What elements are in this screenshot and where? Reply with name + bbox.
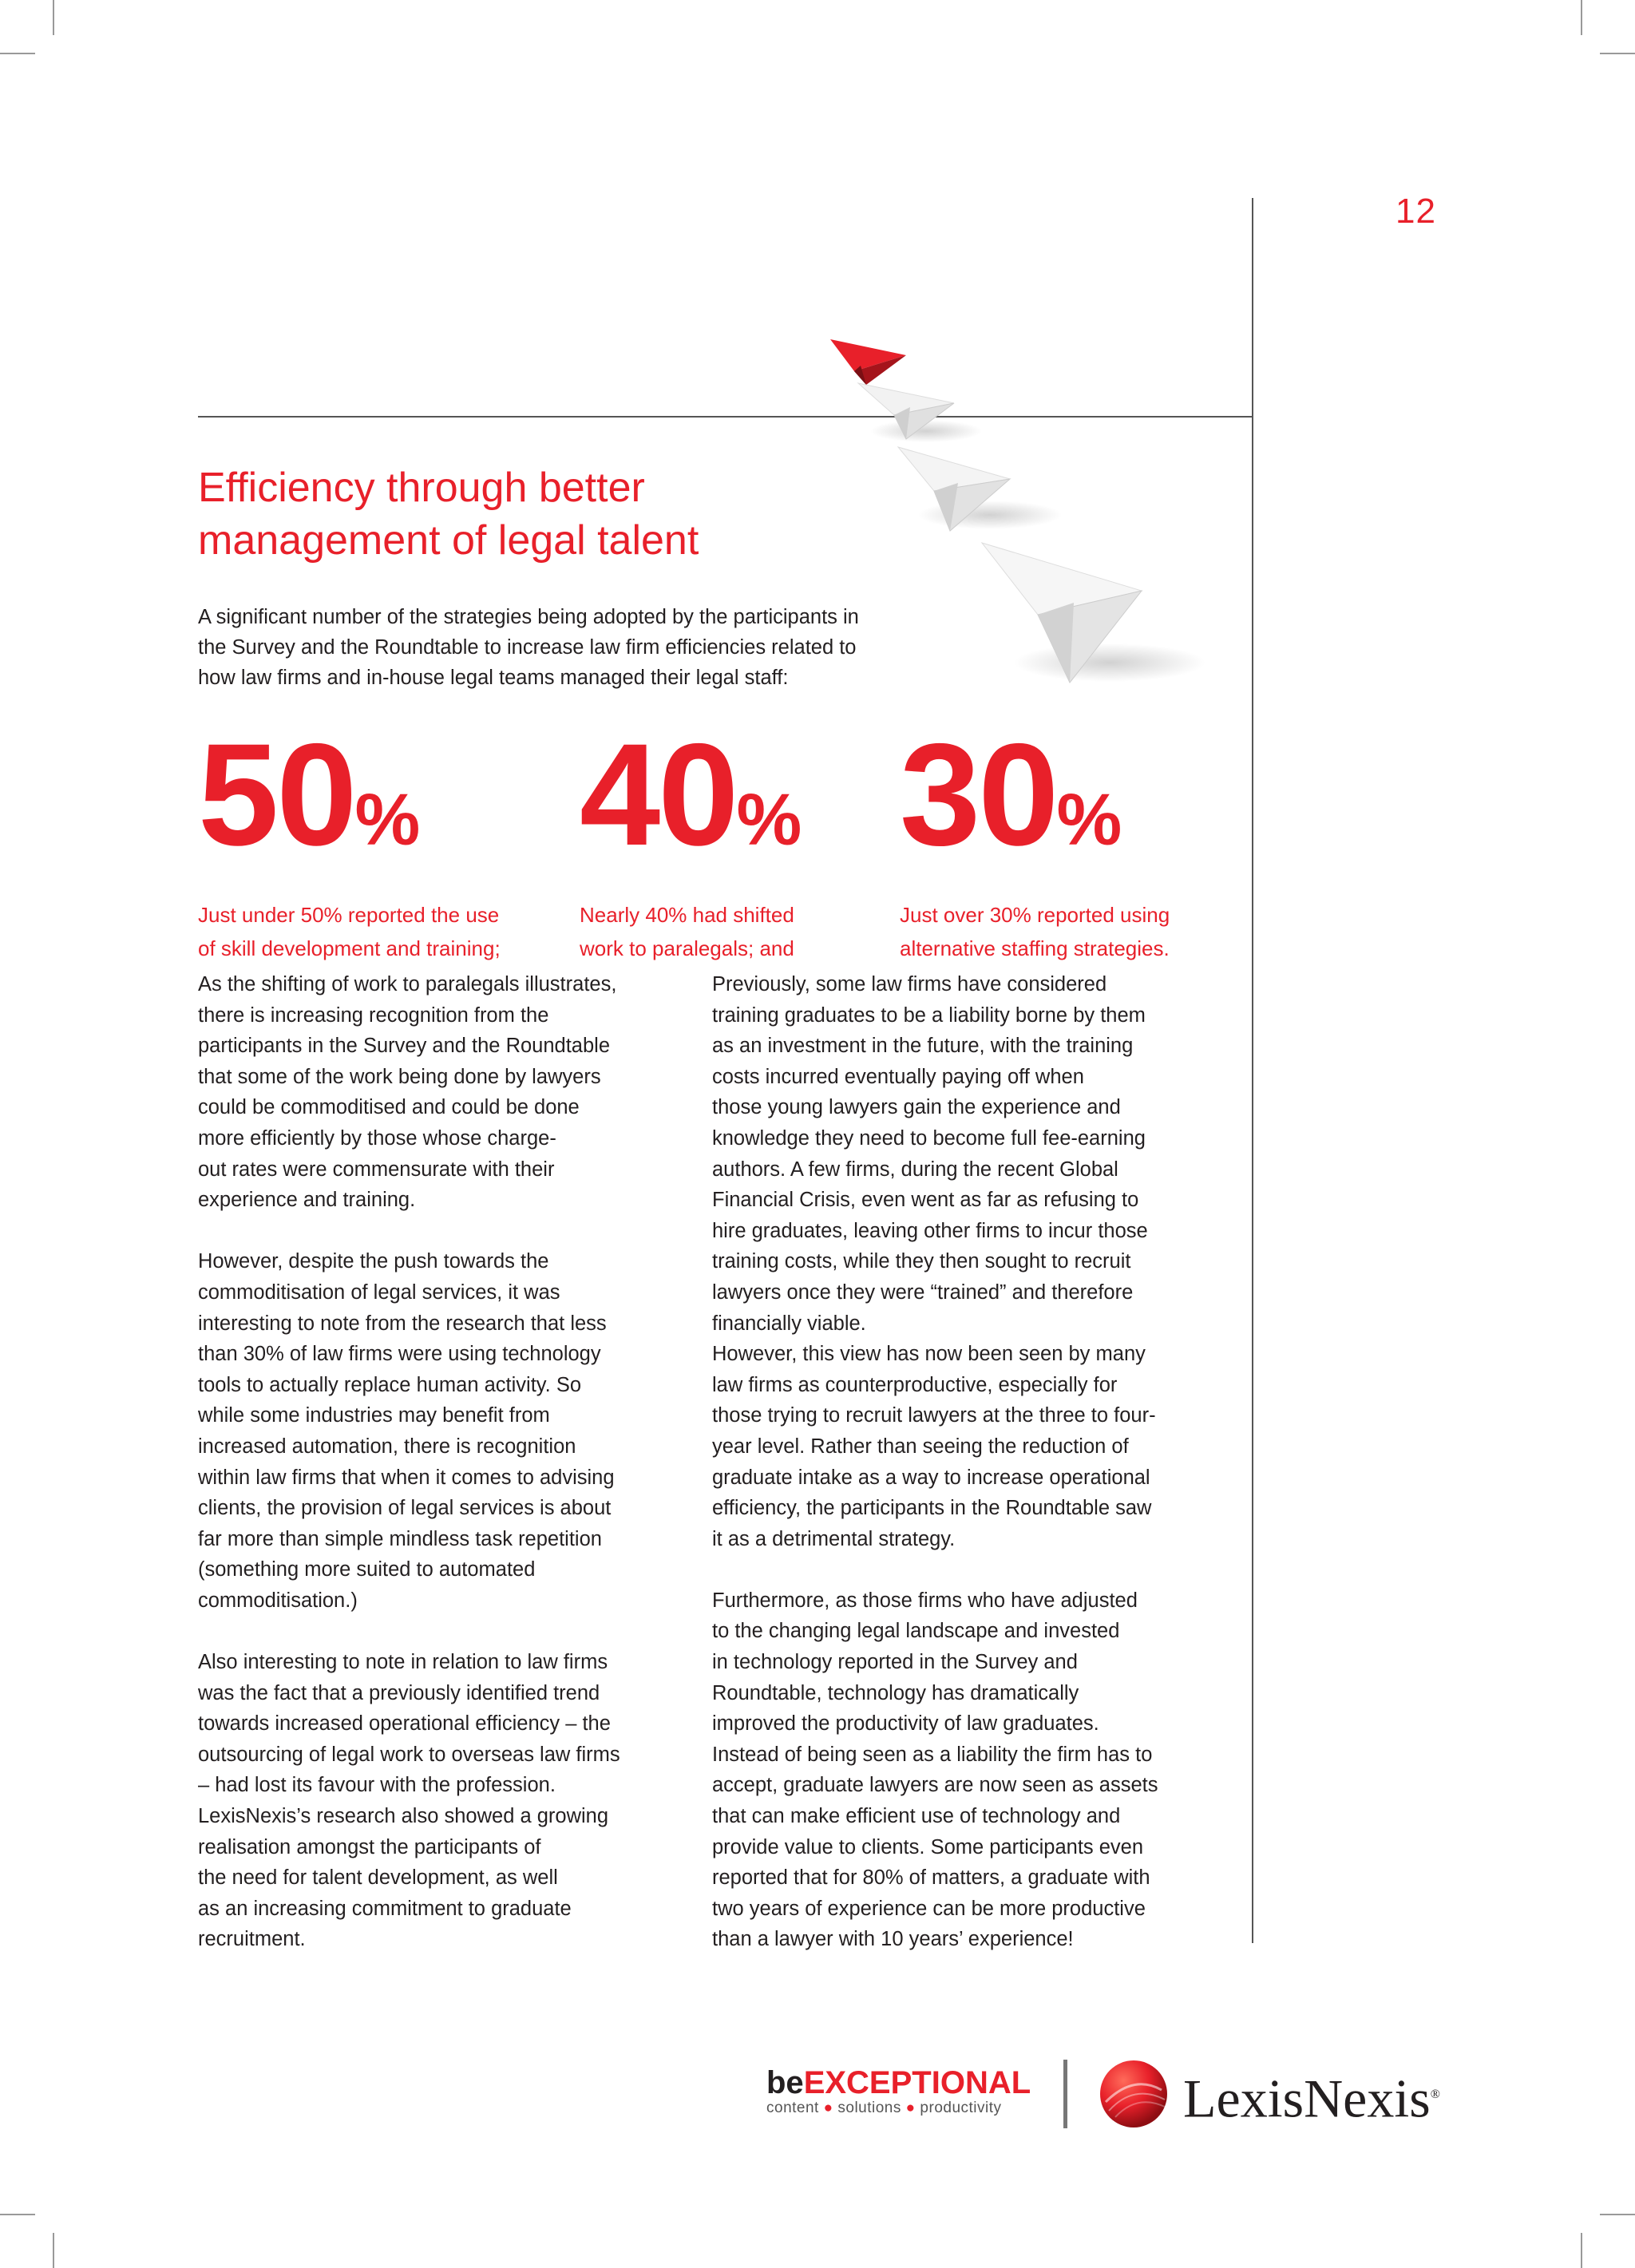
body-line: could be commoditised and could be done xyxy=(198,1096,580,1119)
body-line: participants in the Survey and the Roundtable xyxy=(198,1035,611,1058)
bullet-icon: ● xyxy=(823,2100,838,2116)
body-line: towards increased operational efficiency – the xyxy=(198,1712,611,1736)
crop-mark xyxy=(0,53,35,54)
body-line: outsourcing of legal work to overseas law firms xyxy=(198,1743,620,1766)
crop-mark xyxy=(1600,53,1635,54)
stat-block xyxy=(580,713,802,965)
body-line: graduate intake as a way to increase operational xyxy=(712,1466,1150,1489)
body-line: than 30% of law firms were using technology xyxy=(198,1343,601,1366)
body-line: in technology reported in the Survey and xyxy=(712,1651,1078,1674)
brand-name: LexisNexis xyxy=(1183,2068,1431,2129)
body-line: efficiency, the participants in the Roundtable saw xyxy=(712,1497,1152,1520)
body-line: two years of experience can be more productive xyxy=(712,1897,1146,1920)
body-line: those trying to recruit lawyers at the three to four- xyxy=(712,1404,1156,1427)
body-line: experience and training. xyxy=(198,1189,416,1212)
stat-value: 50 xyxy=(198,713,355,876)
body-line: the need for talent development, as well xyxy=(198,1866,558,1890)
body-line: law firms as counterproductive, especially for xyxy=(712,1373,1118,1396)
stat-block xyxy=(198,713,501,965)
body-line: to the changing legal landscape and invested xyxy=(712,1620,1120,1643)
intro-paragraph xyxy=(198,602,916,693)
intro-line: A significant number of the strategies being adopted by the participants in xyxy=(198,606,859,628)
body-line: (something more suited to automated xyxy=(198,1558,536,1581)
stat-caption-line: Just under 50% reported the use xyxy=(198,903,500,927)
body-line: as an increasing commitment to graduate xyxy=(198,1897,572,1920)
body-line: knowledge they need to become full fee-earning xyxy=(712,1126,1146,1150)
be-exceptional-logo xyxy=(766,2066,1031,2117)
body-line: was the fact that a previously identified trend xyxy=(198,1681,600,1704)
body-line: as an investment in the future, with the training xyxy=(712,1035,1134,1058)
body-line: that can make efficient use of technology and xyxy=(712,1805,1121,1828)
body-line: training costs, while they then sought to recruit xyxy=(712,1250,1131,1273)
body-paragraph xyxy=(198,969,677,1216)
body-line: costs incurred eventually paying off when xyxy=(712,1065,1084,1088)
crop-mark xyxy=(53,0,54,35)
crop-mark xyxy=(0,2214,35,2215)
crop-mark xyxy=(1600,2214,1635,2215)
body-line: LexisNexis’s research also showed a growing xyxy=(198,1805,609,1828)
footer-logos xyxy=(766,2052,1453,2139)
body-line: financially viable. xyxy=(712,1312,866,1335)
body-line: out rates were commensurate with their xyxy=(198,1158,555,1181)
stat-block xyxy=(900,713,1170,965)
logo-divider xyxy=(1063,2060,1067,2128)
be-tagline-item: productivity xyxy=(920,2100,1002,2116)
heading-line: management of legal talent xyxy=(198,517,699,564)
body-line: As the shifting of work to paralegals illustrates, xyxy=(198,973,617,995)
body-line: Furthermore, as those firms who have adjusted xyxy=(712,1589,1138,1612)
crop-mark xyxy=(53,2233,54,2268)
body-line: tools to actually replace human activity. So xyxy=(198,1373,582,1396)
body-line: commoditisation.) xyxy=(198,1589,358,1612)
stat-caption-line: work to paralegals; and xyxy=(580,936,794,960)
body-line: However, despite the push towards the xyxy=(198,1250,549,1273)
body-line: interesting to note from the research that less xyxy=(198,1312,607,1335)
crop-mark xyxy=(1581,0,1582,35)
heading-line: Efficiency through better xyxy=(198,465,645,511)
body-line: than a lawyer with 10 years’ experience! xyxy=(712,1928,1074,1951)
crop-mark xyxy=(1581,2233,1582,2268)
body-paragraph xyxy=(198,1246,677,1616)
body-line: provide value to clients. Some participants even xyxy=(712,1835,1144,1858)
body-line: hire graduates, leaving other firms to incur those xyxy=(712,1219,1148,1242)
body-line: Financial Crisis, even went as far as refusing to xyxy=(712,1189,1139,1212)
body-line: far more than simple mindless task repetition xyxy=(198,1527,602,1550)
body-paragraph xyxy=(712,1585,1223,1955)
stat-caption-line: Nearly 40% had shifted xyxy=(580,903,794,927)
stat-unit: % xyxy=(354,779,421,861)
body-line: Roundtable, technology has dramatically xyxy=(712,1681,1079,1704)
body-line: that some of the work being done by lawyers xyxy=(198,1065,601,1088)
be-logo-prefix: be xyxy=(766,2065,804,2100)
body-line: However, this view has now been seen by many xyxy=(712,1343,1146,1366)
body-line: while some industries may benefit from xyxy=(198,1404,550,1427)
body-line: reported that for 80% of matters, a graduate with xyxy=(712,1866,1150,1890)
stat-value: 30 xyxy=(900,713,1057,876)
body-line: realisation amongst the participants of xyxy=(198,1835,541,1858)
body-line: commoditisation of legal services, it was xyxy=(198,1280,560,1304)
intro-line: how law firms and in-house legal teams managed their legal staff: xyxy=(198,667,789,689)
body-line: accept, graduate lawyers are now seen as assets xyxy=(712,1774,1158,1797)
stat-unit: % xyxy=(736,779,802,861)
body-line: more efficiently by those whose charge- xyxy=(198,1126,556,1150)
body-line: those young lawyers gain the experience and xyxy=(712,1096,1121,1119)
body-line: year level. Rather than seeing the reduction of xyxy=(712,1435,1129,1458)
body-line: there is increasing recognition from the xyxy=(198,1003,549,1027)
body-line: – had lost its favour with the profession. xyxy=(198,1774,556,1797)
stat-caption-line: of skill development and training; xyxy=(198,936,501,960)
stat-unit: % xyxy=(1056,779,1122,861)
body-line: Also interesting to note in relation to law firms xyxy=(198,1651,608,1674)
registered-mark: ® xyxy=(1430,2088,1440,2101)
section-heading xyxy=(198,461,916,567)
body-line: Previously, some law firms have considered xyxy=(712,973,1107,995)
body-line: recruitment. xyxy=(198,1928,306,1951)
intro-line: the Survey and the Roundtable to increase law firm efficiencies related to xyxy=(198,636,857,659)
body-line: it as a detrimental strategy. xyxy=(712,1527,956,1550)
stat-caption-line: alternative staffing strategies. xyxy=(900,936,1170,960)
bullet-icon: ● xyxy=(905,2100,920,2116)
body-line: increased automation, there is recognition xyxy=(198,1435,576,1458)
body-paragraph xyxy=(712,969,1223,1554)
body-line: training graduates to be a liability borne by them xyxy=(712,1003,1146,1027)
body-line: within law firms that when it comes to advising xyxy=(198,1466,615,1489)
lexisnexis-wordmark xyxy=(1183,2063,1440,2131)
page-number: 12 xyxy=(1395,192,1436,231)
lexisnexis-sphere-icon xyxy=(1098,2058,1170,2130)
red-paper-plane-icon xyxy=(830,339,906,385)
body-line: authors. A few firms, during the recent Global xyxy=(712,1158,1118,1181)
body-line: lawyers once they were “trained” and therefore xyxy=(712,1280,1134,1304)
be-tagline-item: content xyxy=(766,2100,819,2116)
left-body-column xyxy=(198,969,677,1955)
body-line: Instead of being seen as a liability the firm has to xyxy=(712,1743,1153,1766)
stat-value: 40 xyxy=(580,713,737,876)
body-line: improved the productivity of law graduates. xyxy=(712,1712,1099,1736)
body-line: clients, the provision of legal services is about xyxy=(198,1497,612,1520)
be-logo-main: EXCEPTIONAL xyxy=(803,2065,1031,2100)
vertical-rule xyxy=(1252,198,1253,1943)
stat-caption-line: Just over 30% reported using xyxy=(900,903,1170,927)
be-tagline-item: solutions xyxy=(837,2100,901,2116)
body-paragraph xyxy=(198,1647,677,1955)
right-body-column xyxy=(712,969,1223,1955)
